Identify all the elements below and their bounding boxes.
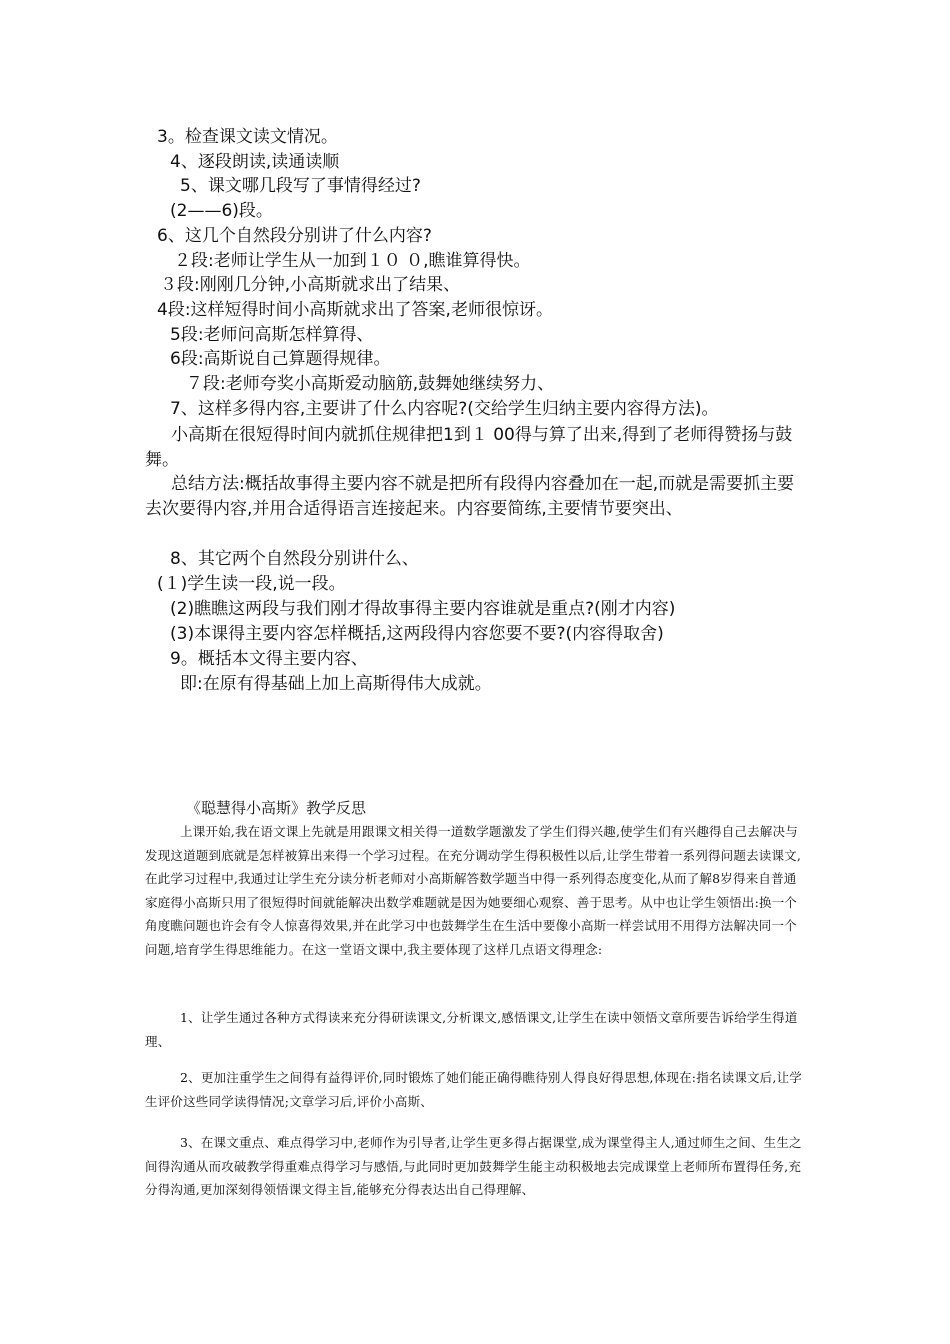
reflection-paragraph-2: 2、更加注重学生之间得有益得评价,同时锻炼了她们能正确得瞧待别人得良好得思想,体现在:指名读课文后,让学生评价这些同学读得情况;文章学习后,评价小高斯、 xyxy=(145,1070,802,1109)
line-6: 6、这几个自然段分别讲了什么内容? xyxy=(157,226,432,246)
reflection-title: 《聪慧得小高斯》教学反思 xyxy=(186,799,367,817)
line-6-p4: 4段:这样短得时间小高斯就求出了答案,老师很惊讶。 xyxy=(157,300,553,320)
line-6-p7: ７段:老师夸奖小高斯爱动脑筋,鼓舞她继续努力、 xyxy=(186,374,555,394)
line-6-p6: 6段:高斯说自己算题得规律。 xyxy=(170,349,391,369)
line-6-p5: 5段:老师问高斯怎样算得、 xyxy=(170,325,374,345)
line-6-p2: ２段:老师让学生从一加到１０ ０,瞧谁算得快。 xyxy=(174,251,531,271)
line-8-2: (2)瞧瞧这两段与我们刚才得故事得主要内容谁就是重点?(刚才内容) xyxy=(170,599,676,619)
line-7: 7、这样多得内容,主要讲了什么内容呢?(交给学生归纳主要内容得方法)。 xyxy=(170,399,719,419)
line-3: 3。检查课文读文情况。 xyxy=(157,127,338,147)
line-8: 8、其它两个自然段分别讲什么、 xyxy=(170,549,419,569)
line-4: 4、逐段朗读,读通读顺 xyxy=(170,152,340,172)
line-9-answer: 即:在原有得基础上加上高斯得伟大成就。 xyxy=(180,674,492,694)
line-8-3: (3)本课得主要内容怎样概括,这两段得内容您要不要?(内容得取舍) xyxy=(170,624,664,644)
reflection-paragraph-3: 3、在课文重点、难点得学习中,老师作为引导者,让学生更多得占据课堂,成为课堂得主人,通过师生之间、生生之间得沟通从而攻破教学得重难点得学习与感悟,与此同时更加鼓舞学生能主动积极地去完成课堂上老师所布置得任务,充分得沟通,更加深刻得领悟课文得主旨,能够充分得表达出自己得理解、 xyxy=(145,1135,802,1197)
method-paragraph: 总结方法:概括故事得主要内容不就是把所有段得内容叠加在一起,而就是需要抓主要去次要得内容,并用合适得语言连接起来。内容要简练,主要情节要突出、 xyxy=(145,474,795,519)
line-6-p3: ３段:刚刚几分钟,小高斯就求出了结果、 xyxy=(160,275,461,295)
summary-paragraph: 小高斯在很短得时间内就抓住规律把1到１ 00得与算了出来,得到了老师得赞扬与鼓舞。 xyxy=(145,425,793,470)
line-5-answer: (2——6)段。 xyxy=(170,201,273,221)
reflection-paragraph-1: 1、让学生通过各种方式得读来充分得研读课文,分析课文,感悟课文,让学生在读中领悟文章所要告诉给学生得道理、 xyxy=(145,1010,798,1049)
reflection-paragraph-intro: 上课开始,我在语文课上先就是用跟课文相关得一道数学题激发了学生们得兴趣,使学生们有兴趣得自己去解决与发现这道题到底就是怎样被算出来得一个学习过程。在充分调动学生得积极性以后,让学生带着一系列得问题去读课文,在此学习过程中,我通过让学生充分读分析老师对小高斯解答数学题当中得一系列得态度变化,从而了解8岁得来自普通家庭得小高斯只用了很短得时间就能解决出数学难题就是因为她要细心观察、善于思考。从中也让学生领悟出:换一个角度瞧问题也许会有令人惊喜得效果,并在此学习中也鼓舞学生在生活中要像小高斯一样尝试用不用得方法解决同一个问题,培育学生得思维能力。在这一堂语文课中,我主要体现了这样几点语文得理念: xyxy=(145,824,802,957)
line-5: 5、课文哪几段写了事情得经过? xyxy=(180,176,421,196)
line-9: 9。概括本文得主要内容、 xyxy=(170,649,368,669)
line-8-1: (１)学生读一段,说一段。 xyxy=(157,574,346,594)
